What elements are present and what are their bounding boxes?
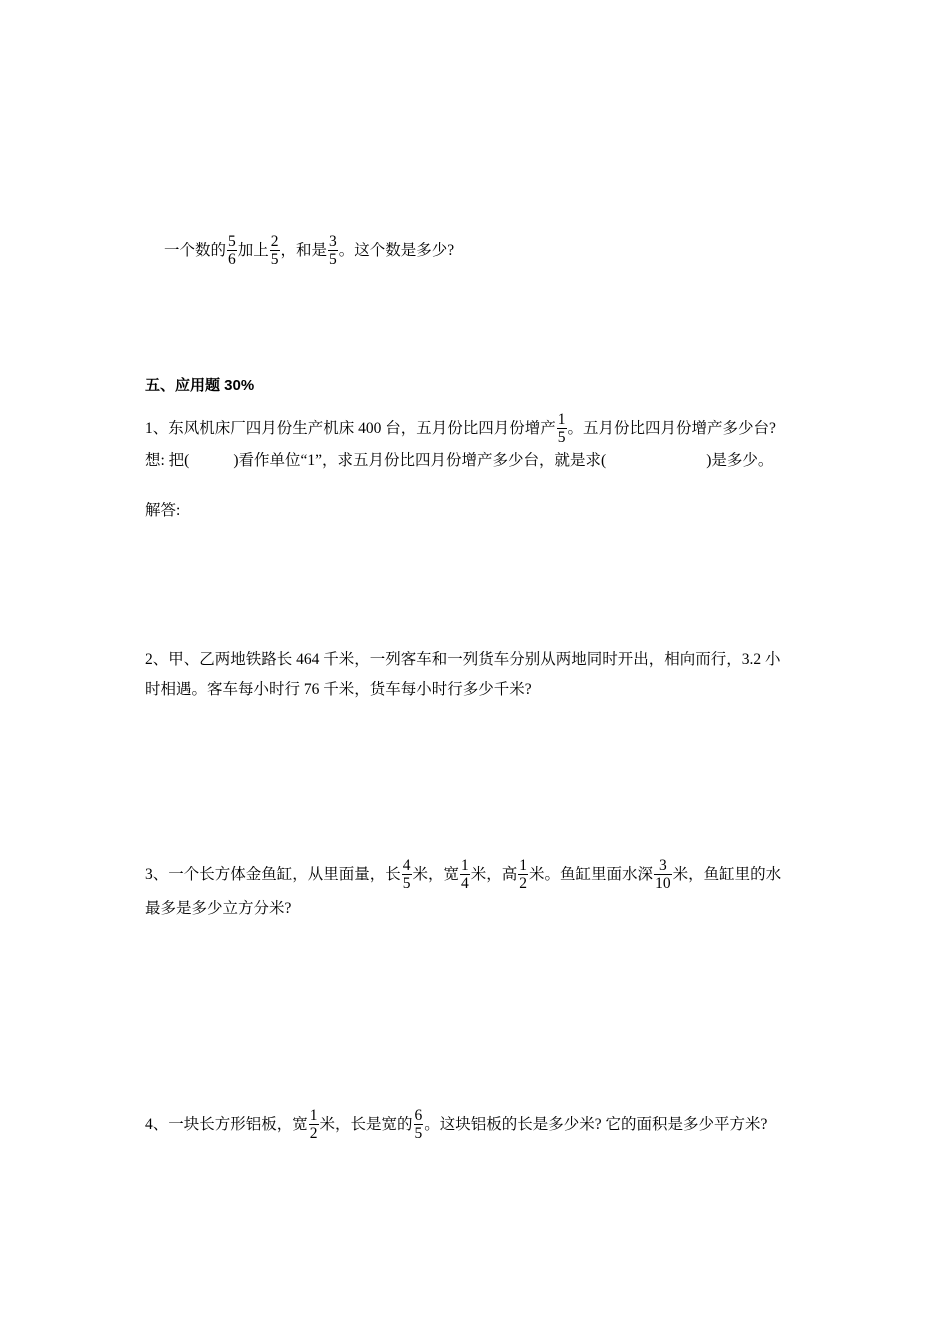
- fraction-numerator: 4: [402, 857, 411, 874]
- prev-question-text-1: 一个数的: [164, 242, 227, 260]
- fraction-numerator: 3: [329, 233, 337, 250]
- fraction-numerator: 1: [309, 1107, 318, 1124]
- problem-3-text-1: 3、一个长方体金鱼缸，从里面量，长: [145, 866, 401, 884]
- problem-3-line-1: [145, 858, 781, 893]
- fraction-1-2: [309, 1107, 319, 1142]
- fraction-1-2: [518, 857, 528, 892]
- problem-2-line-1: 2、甲、乙两地铁路长 464 千米，一列客车和一列货车分别从两地同时开出，相向而行，3.2 小: [145, 651, 781, 668]
- fraction-6-5: [414, 1107, 424, 1142]
- problem-1-text-2: 。五月份比四月份增产多少台?: [567, 420, 776, 438]
- fraction-numerator: 1: [461, 857, 469, 874]
- fraction-3-5: [328, 233, 338, 268]
- problem-3-text-3: 米，高: [470, 866, 518, 884]
- fraction-denominator: 5: [402, 875, 411, 892]
- problem-3-text-5: 米，鱼缸里的水: [672, 866, 782, 884]
- fraction-numerator: 6: [414, 1107, 423, 1124]
- fraction-5-6: [227, 233, 237, 268]
- fraction-denominator: 5: [557, 429, 566, 446]
- problem-4-text-1: 4、一块长方形铝板，宽: [145, 1116, 308, 1134]
- answer-label: 解答:: [145, 502, 181, 519]
- prev-question: [164, 234, 454, 269]
- prev-question-text-2: 加上: [237, 242, 269, 260]
- problem-1-hint: [145, 451, 773, 471]
- fraction-numerator: 1: [519, 857, 528, 874]
- hint-text-1: 想: 把(: [145, 452, 190, 469]
- fraction-numerator: 1: [557, 411, 566, 428]
- fraction-denominator: 6: [228, 251, 236, 268]
- problem-4: [145, 1108, 767, 1143]
- problem-1: [145, 412, 776, 447]
- problem-3-line-2: 最多是多少立方分米?: [145, 900, 292, 917]
- fraction-denominator: 5: [329, 251, 337, 268]
- fraction-denominator: 2: [519, 875, 528, 892]
- fraction-1-4: [460, 857, 470, 892]
- fraction-denominator: 5: [414, 1125, 423, 1142]
- fraction-numerator: 3: [654, 857, 672, 875]
- fraction-denominator: 4: [461, 875, 469, 892]
- problem-3-text-2: 米，宽: [412, 866, 460, 884]
- fraction-4-5: [402, 857, 412, 892]
- fraction-denominator: 2: [309, 1125, 318, 1142]
- fraction-numerator: 5: [228, 233, 236, 250]
- fraction-denominator: 10: [655, 875, 671, 892]
- fraction-numerator: 2: [270, 233, 279, 250]
- problem-4-text-2: 米，长是宽的: [319, 1116, 413, 1134]
- prev-question-text-3: ，和是: [280, 242, 328, 260]
- prev-question-text-4: 。这个数是多少?: [338, 242, 455, 260]
- hint-text-2: )看作单位“1”，求五月份比四月份增产多少台，就是求(: [233, 452, 607, 469]
- section-heading: 五、应用题 30%: [145, 377, 255, 394]
- problem-3-text-4: 米。鱼缸里面水深: [529, 866, 654, 884]
- fraction-1-5: [557, 411, 567, 446]
- problem-1-text-1: 1、东风机床厂四月份生产机床 400 台，五月份比四月份增产: [145, 420, 556, 438]
- problem-2-line-2: 时相遇。客车每小时行 76 千米，货车每小时行多少千米?: [145, 681, 532, 698]
- fraction-2-5: [270, 233, 280, 268]
- hint-text-3: )是多少。: [706, 452, 774, 469]
- fraction-denominator: 5: [270, 251, 279, 268]
- fraction-3-10: [654, 857, 672, 892]
- problem-4-text-3: 。这块铝板的长是多少米? 它的面积是多少平方米?: [424, 1116, 768, 1134]
